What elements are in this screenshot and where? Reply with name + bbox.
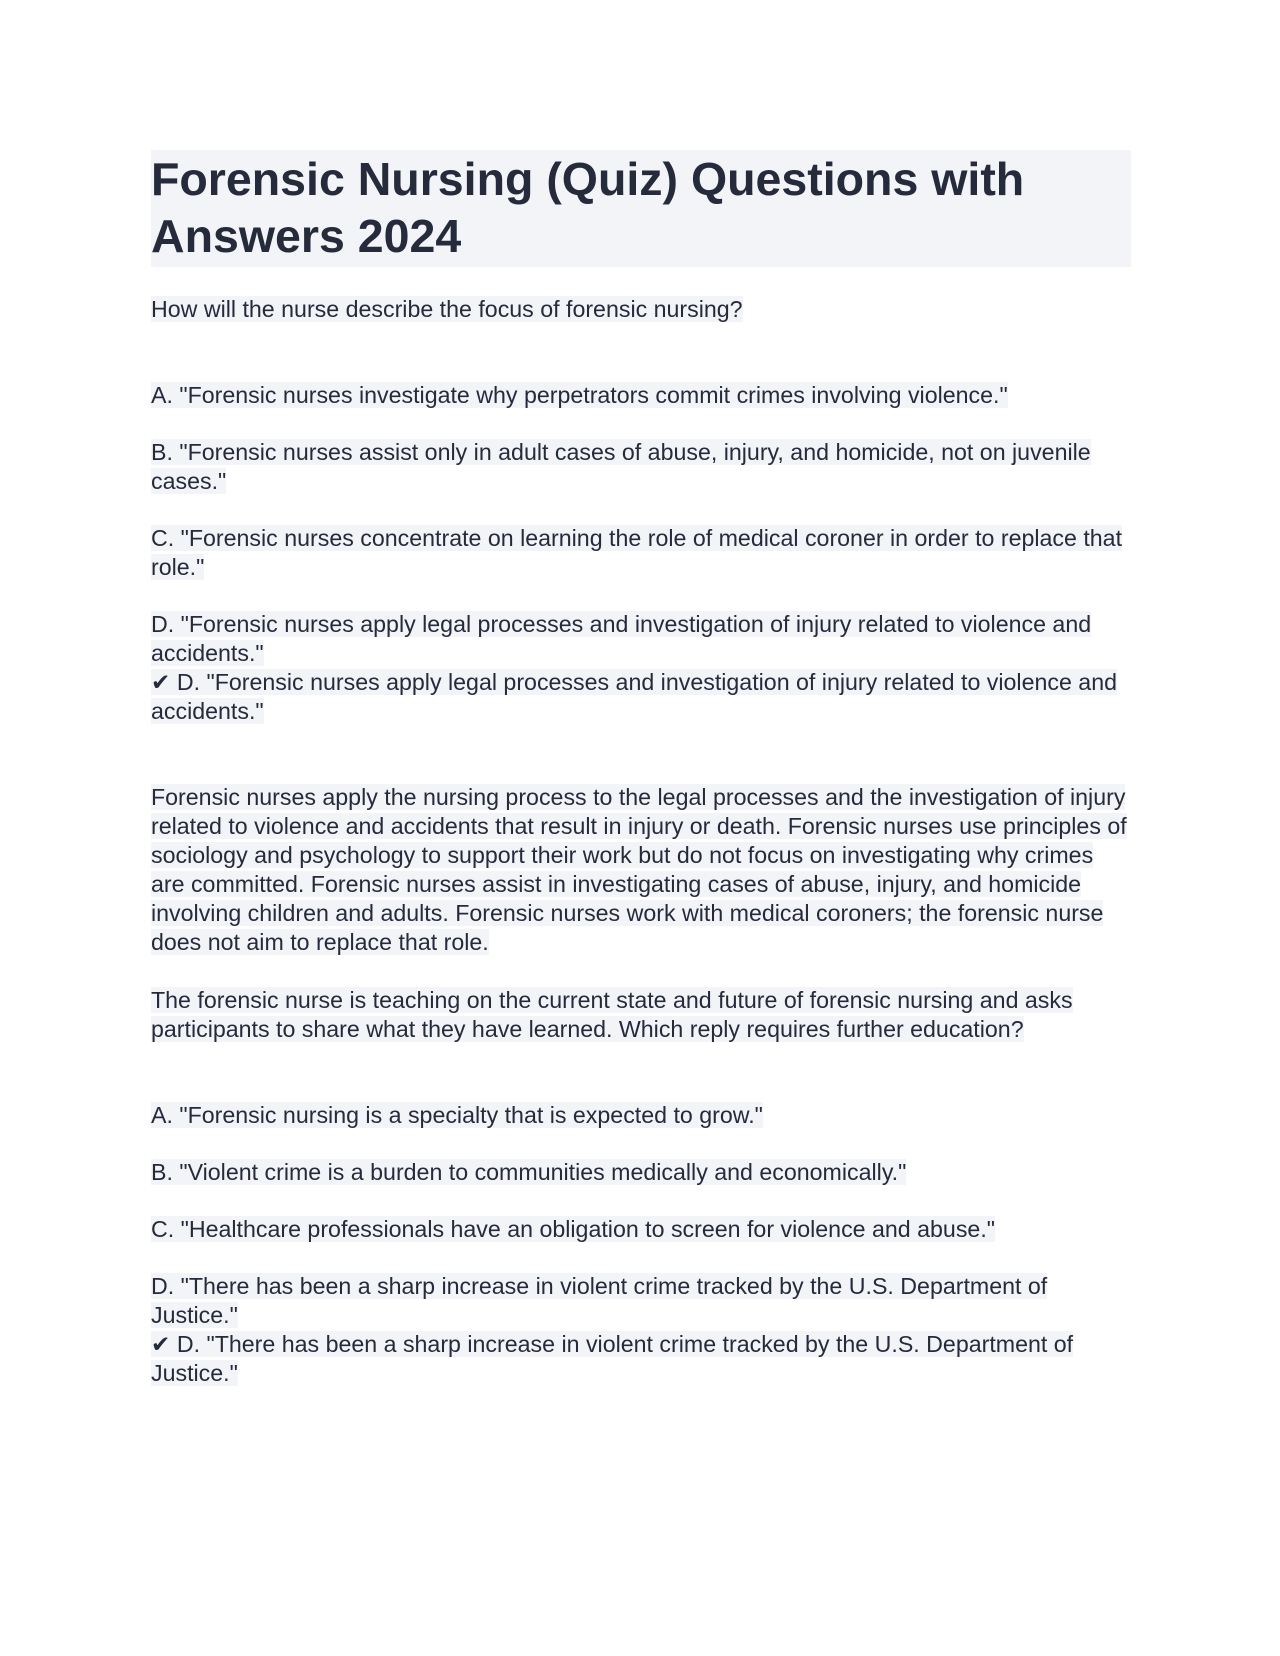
question-1-explanation — [151, 783, 1131, 957]
question-1-stem-text: How will the nurse describe the focus of forensic nursing? — [151, 296, 743, 322]
question-1-option-a — [151, 381, 1131, 410]
question-1-option-b — [151, 438, 1131, 496]
question-1-option-a-text: A. "Forensic nurses investigate why perpetrators commit crimes involving violence." — [151, 382, 1008, 408]
question-1-stem — [151, 295, 1131, 324]
question-1-option-c-text: C. "Forensic nurses concentrate on learning the role of medical coroner in order to replace that role." — [151, 525, 1123, 580]
question-1-explanation-text: Forensic nurses apply the nursing process to the legal processes and the investigation of injury related to violence and accidents that result in injury or death. Forensic nurses use principles of sociology and psychology to support their work but do not focus on investigating why crimes are committed. Forensic nurses assist in investigating cases of abuse, injury, and homicide involving children and adults. Forensic nurses work with medical coroners; the forensic nurse does not aim to replace that role. — [151, 784, 1127, 955]
question-2-option-c — [151, 1215, 1131, 1244]
question-1-answer-text: ✔ D. "Forensic nurses apply legal processes and investigation of injury related to violence and accidents." — [151, 669, 1117, 724]
question-1-answer — [151, 668, 1131, 726]
question-2-option-a — [151, 1101, 1131, 1130]
question-2-answer-text: ✔ D. "There has been a sharp increase in violent crime tracked by the U.S. Department of Justice." — [151, 1331, 1074, 1386]
question-2-option-a-text: A. "Forensic nursing is a specialty that is expected to grow." — [151, 1102, 763, 1128]
question-2-answer — [151, 1330, 1131, 1388]
question-2-option-c-text: C. "Healthcare professionals have an obligation to screen for violence and abuse." — [151, 1216, 995, 1242]
question-1-option-b-text: B. "Forensic nurses assist only in adult cases of abuse, injury, and homicide, not on juvenile cases." — [151, 439, 1091, 494]
question-2-stem-text: The forensic nurse is teaching on the current state and future of forensic nursing and asks participants to share what they have learned. Which reply requires further education? — [151, 987, 1073, 1042]
question-2-stem — [151, 986, 1131, 1044]
question-1-option-d — [151, 610, 1131, 668]
question-2-option-d-text: D. "There has been a sharp increase in violent crime tracked by the U.S. Department of Justice." — [151, 1273, 1048, 1328]
question-2-option-b — [151, 1158, 1131, 1187]
question-1-option-d-text: D. "Forensic nurses apply legal processes and investigation of injury related to violence and accidents." — [151, 611, 1092, 666]
question-2-option-b-text: B. "Violent crime is a burden to communities medically and economically." — [151, 1159, 907, 1185]
question-2-option-d — [151, 1272, 1131, 1330]
question-1-option-c — [151, 524, 1131, 582]
document-title: Forensic Nursing (Quiz) Questions with Answers 2024 — [151, 150, 1131, 267]
document-page — [151, 150, 1131, 1388]
